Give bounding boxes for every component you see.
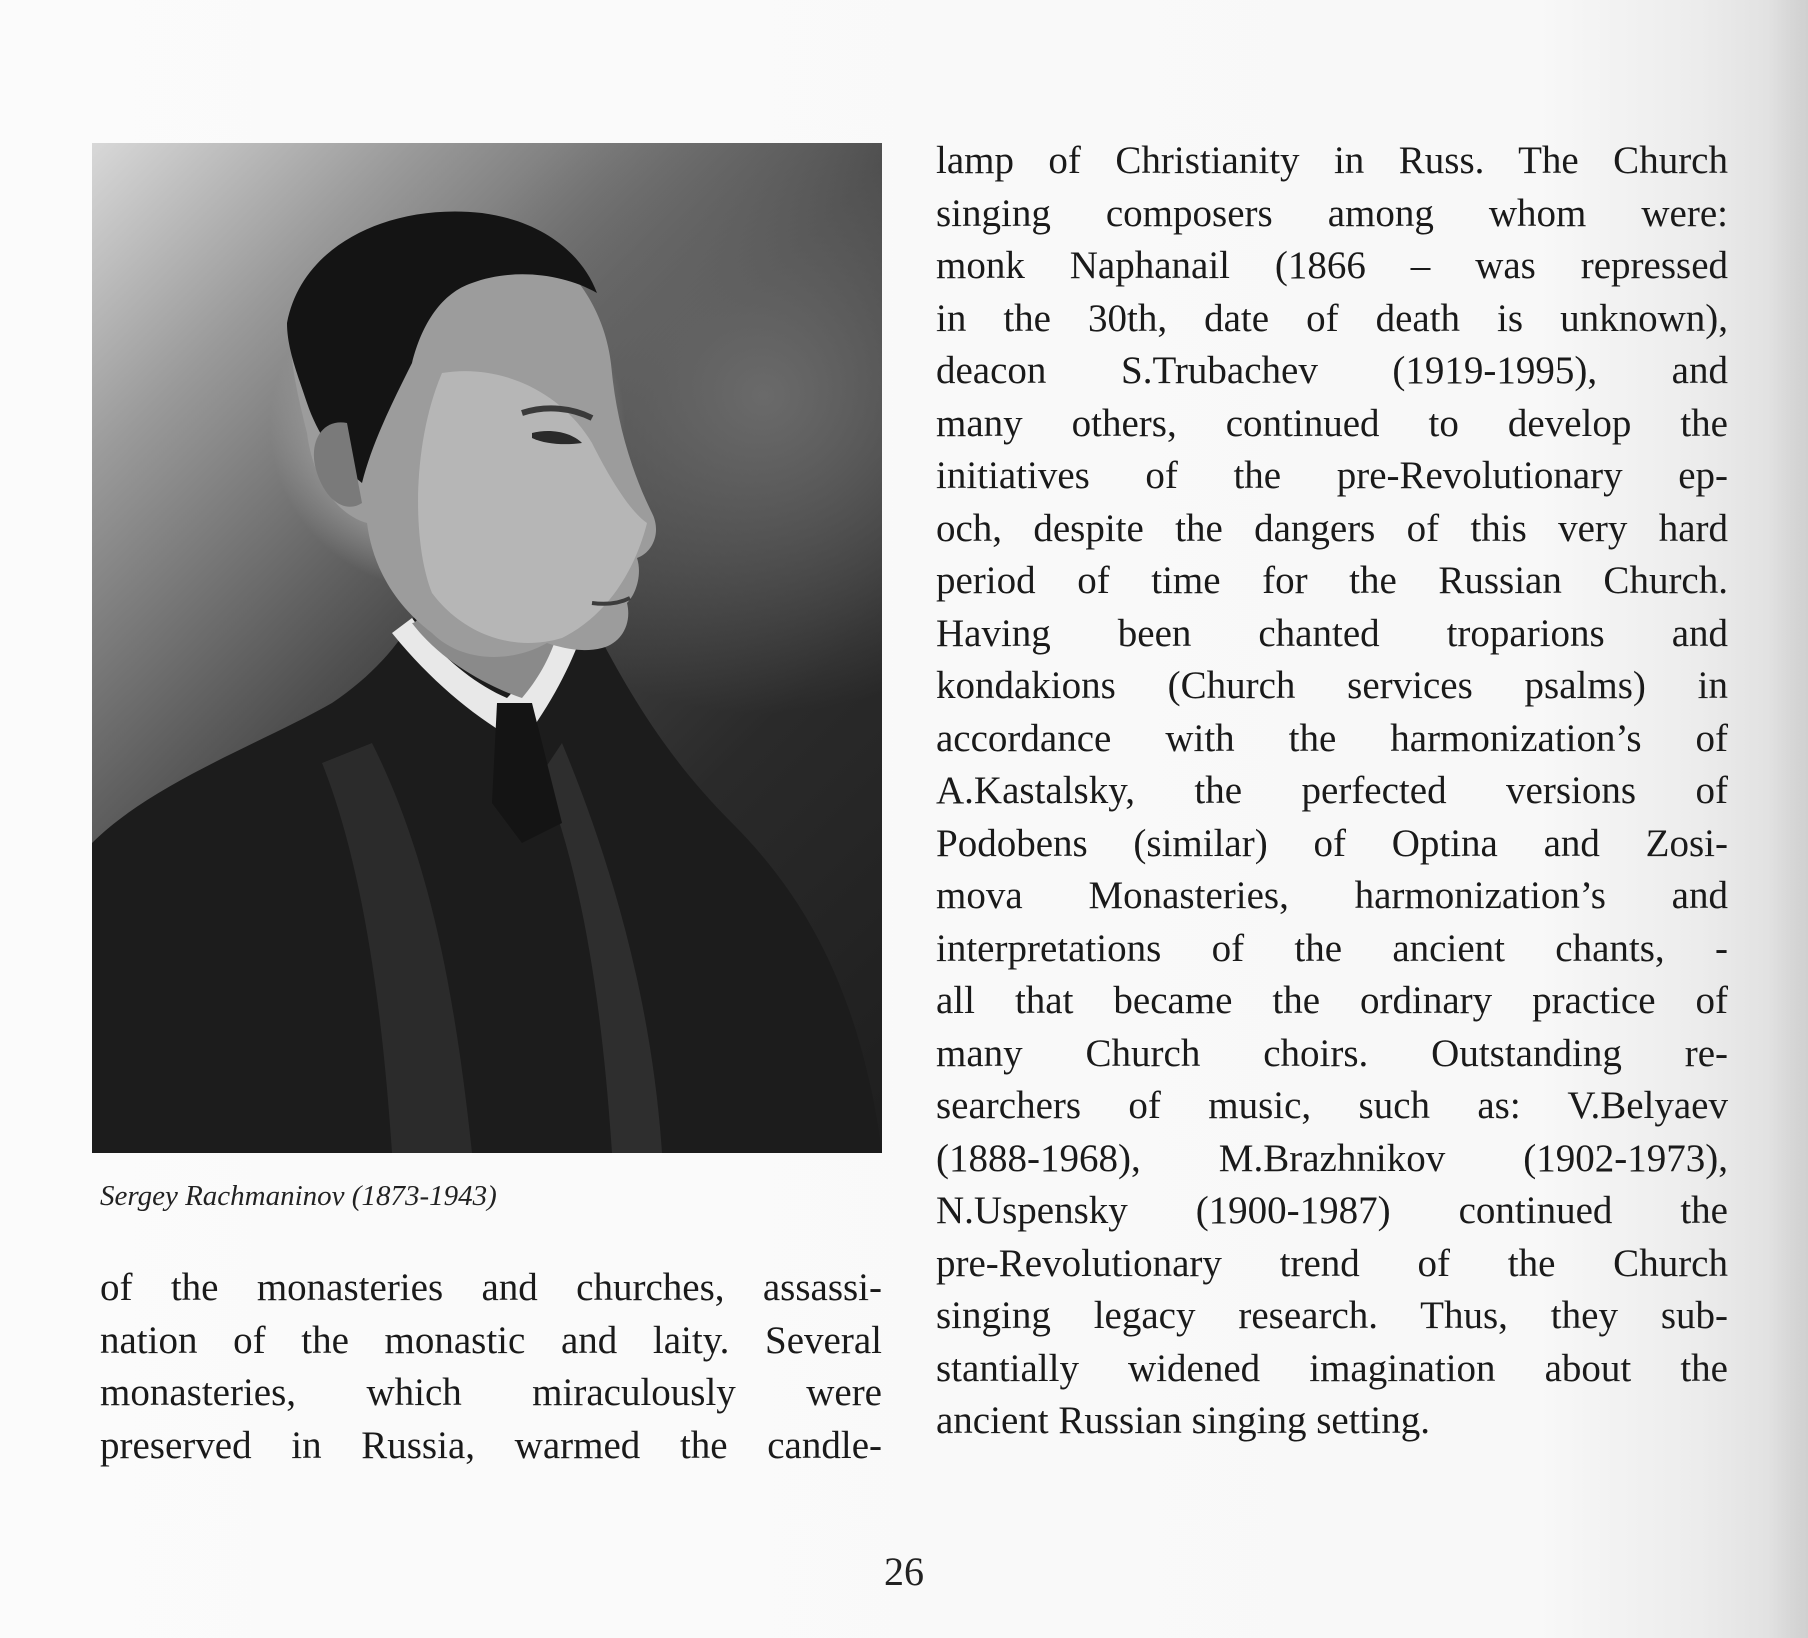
text-line: searchers of music, such as: V.Belyaev	[936, 1084, 1728, 1127]
text-line: deacon S.Trubachev (1919-1995), and	[936, 349, 1728, 392]
text-line: many Church choirs. Outstanding re-	[936, 1031, 1728, 1075]
page-number: 26	[884, 1549, 924, 1594]
text-line: of the monasteries and churches, assassi-	[100, 1266, 882, 1309]
text-line: Podobens (similar) of Optina and Zosi-	[936, 821, 1728, 865]
page-edge-shadow	[1768, 0, 1808, 1638]
text-line: kondakions (Church services psalms) in	[936, 664, 1728, 707]
text-line: monasteries, which miraculously were	[100, 1371, 882, 1414]
text-line: accordance with the harmonization’s of	[936, 716, 1728, 760]
text-line: mova Monasteries, harmonization’s and	[936, 874, 1728, 917]
text-line: all that became the ordinary practice of	[936, 979, 1728, 1022]
text-line: stantially widened imagination about the	[936, 1346, 1728, 1390]
text-line: N.Uspensky (1900-1987) continued the	[936, 1189, 1728, 1232]
left-text-column	[100, 1262, 882, 1472]
text-line: A.Kastalsky, the perfected versions of	[936, 769, 1728, 812]
text-line: many others, continued to develop the	[936, 401, 1728, 445]
text-line: pre-Revolutionary trend of the Church	[936, 1241, 1728, 1285]
portrait-photo	[92, 143, 882, 1153]
text-line: lamp of Christianity in Russ. The Church	[936, 139, 1728, 182]
text-line: period of time for the Russian Church.	[936, 559, 1728, 602]
right-text-column	[936, 135, 1728, 1448]
portrait-illustration	[92, 143, 882, 1153]
text-line: singing legacy research. Thus, they sub-	[936, 1294, 1728, 1337]
text-line: nation of the monastic and laity. Several	[100, 1318, 882, 1362]
text-line: ancient Russian singing setting.	[936, 1399, 1430, 1442]
text-line: in the 30th, date of death is unknown),	[936, 296, 1728, 340]
text-line: och, despite the dangers of this very hard	[936, 506, 1728, 550]
text-line: Having been chanted troparions and	[936, 611, 1728, 655]
text-line: (1888-1968), M.Brazhnikov (1902-1973),	[936, 1136, 1728, 1180]
text-line: monk Naphanail (1866 – was repressed	[936, 244, 1728, 287]
text-line: interpretations of the ancient chants, -	[936, 926, 1728, 970]
photo-caption: Sergey Rachmaninov (1873-1943)	[100, 1180, 497, 1212]
text-line: preserved in Russia, warmed the candle-	[100, 1423, 882, 1467]
text-line: initiatives of the pre-Revolutionary ep-	[936, 454, 1728, 497]
text-line: singing composers among whom were:	[936, 191, 1728, 235]
